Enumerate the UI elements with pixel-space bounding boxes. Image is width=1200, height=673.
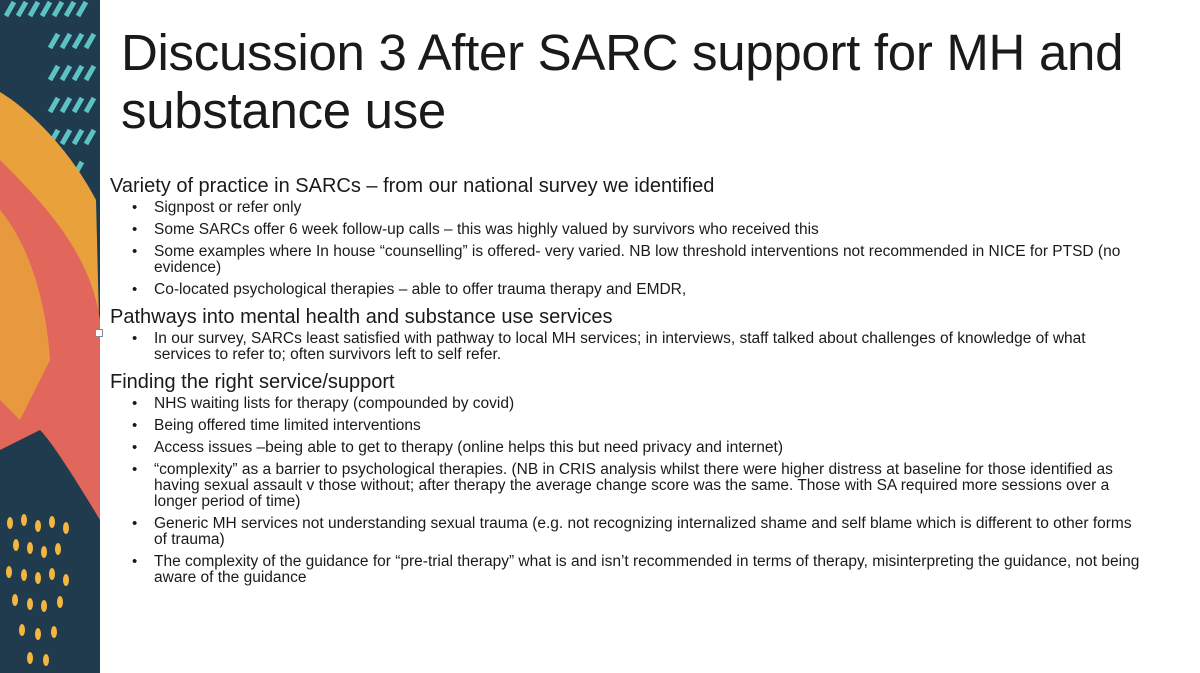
- bullet-icon: •: [132, 461, 138, 478]
- list-item-text: Co-located psychological therapies – able to offer trauma therapy and EMDR,: [154, 281, 687, 298]
- bullet-icon: •: [132, 417, 138, 434]
- slide-title: Discussion 3 After SARC support for MH and substance use: [121, 24, 1124, 139]
- bullet-icon: •: [132, 281, 138, 298]
- bullet-list: [110, 331, 1140, 363]
- list-item-text: “complexity” as a barrier to psychological therapies. (NB in CRIS analysis whilst there were higher distress at baseline for those identified as having sexual assault v those without; after therapy the average change score was the same. Those with SA required more sessions over a longer period of time): [154, 461, 1113, 510]
- list-item: [110, 440, 1140, 456]
- section-variety-of-practice: [110, 174, 1140, 298]
- list-item: [110, 462, 1140, 510]
- list-item-text: The complexity of the guidance for “pre-trial therapy” what is and isn’t recommended in terms of therapy, misinterpreting the guidance, not being aware of the guidance: [154, 553, 1140, 586]
- bullet-icon: •: [132, 439, 138, 456]
- bullet-icon: •: [132, 330, 138, 347]
- list-item-text: Generic MH services not understanding sexual trauma (e.g. not recognizing internalized shame and self blame which is different to other forms of trauma): [154, 515, 1132, 548]
- list-item: [110, 244, 1140, 276]
- section-finding-right-service: [110, 370, 1140, 586]
- list-item: [110, 282, 1140, 298]
- bullet-icon: •: [132, 243, 138, 260]
- list-item-text: NHS waiting lists for therapy (compounded by covid): [154, 395, 515, 412]
- text-box-resize-handle[interactable]: [95, 329, 103, 337]
- list-item: [110, 554, 1140, 586]
- bullet-icon: •: [132, 199, 138, 216]
- bullet-list: [110, 200, 1140, 298]
- decorative-side-art: [0, 0, 100, 673]
- bullet-list: [110, 396, 1140, 586]
- section-heading: Finding the right service/support: [110, 371, 395, 393]
- bullet-icon: •: [132, 395, 138, 412]
- list-item: [110, 222, 1140, 238]
- section-heading: Variety of practice in SARCs – from our national survey we identified: [110, 175, 715, 197]
- section-pathways: [110, 305, 1140, 363]
- list-item-text: In our survey, SARCs least satisfied with pathway to local MH services; in interviews, staff talked about challenges of knowledge of what services to refer to; often survivors left to self refer.: [154, 330, 1086, 363]
- slide-body: [110, 174, 1140, 593]
- list-item: [110, 418, 1140, 434]
- list-item: [110, 396, 1140, 412]
- section-heading: Pathways into mental health and substance use services: [110, 306, 613, 328]
- list-item-text: Some SARCs offer 6 week follow-up calls – this was highly valued by survivors who received this: [154, 221, 819, 238]
- list-item-text: Access issues –being able to get to therapy (online helps this but need privacy and internet): [154, 439, 783, 456]
- list-item: [110, 516, 1140, 548]
- list-item: [110, 200, 1140, 216]
- bullet-icon: •: [132, 553, 138, 570]
- list-item-text: Signpost or refer only: [154, 199, 302, 216]
- list-item: [110, 331, 1140, 363]
- bullet-icon: •: [132, 221, 138, 238]
- list-item-text: Some examples where In house “counselling” is offered- very varied. NB low threshold interventions not recommended in NICE for PTSD (no evidence): [154, 243, 1121, 276]
- bullet-icon: •: [132, 515, 138, 532]
- list-item-text: Being offered time limited interventions: [154, 417, 421, 434]
